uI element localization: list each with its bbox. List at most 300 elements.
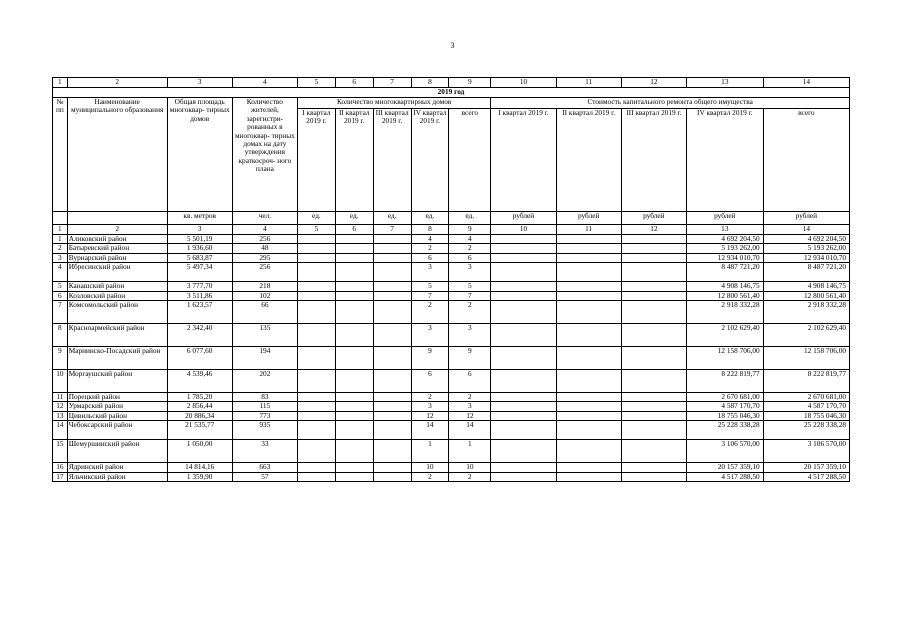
- cost-q4: 4 692 204,50: [686, 235, 763, 244]
- cost-q1: [491, 347, 556, 370]
- area-value: 1 050,00: [167, 440, 232, 463]
- table-row: [53, 370, 850, 393]
- cost-total: 12 158 706,00: [763, 347, 849, 370]
- unit-cell: [67, 212, 167, 225]
- houses-q1: [297, 282, 335, 291]
- area-value: 1 785,20: [167, 393, 232, 402]
- residents-value: 57: [232, 472, 297, 481]
- header-cost-q2: II квартал 2019 г.: [556, 109, 621, 212]
- houses-total: 12: [449, 411, 491, 420]
- table-row: [53, 472, 850, 481]
- units-row: [53, 212, 850, 225]
- column-number: 9: [449, 225, 491, 235]
- houses-q3: [373, 324, 411, 347]
- cost-q1: [491, 411, 556, 420]
- cost-q3: [621, 301, 686, 324]
- houses-q2: [335, 347, 373, 370]
- residents-value: 48: [232, 244, 297, 253]
- area-value: 3 511,86: [167, 291, 232, 300]
- cost-total: 12 934 010,70: [763, 253, 849, 262]
- header-name: Наименование муниципального образования: [67, 98, 167, 212]
- column-number: 5: [297, 78, 335, 88]
- cost-q3: [621, 393, 686, 402]
- column-number: 11: [556, 225, 621, 235]
- column-number: 5: [297, 225, 335, 235]
- houses-q1: [297, 301, 335, 324]
- cost-q4: 20 157 359,10: [686, 463, 763, 472]
- cost-q3: [621, 263, 686, 282]
- cost-q3: [621, 347, 686, 370]
- row-number: 12: [53, 402, 68, 411]
- houses-total: 3: [449, 324, 491, 347]
- table-row: [53, 440, 850, 463]
- table-row: [53, 463, 850, 472]
- cost-q1: [491, 291, 556, 300]
- cost-q4: 4 517 288,50: [686, 472, 763, 481]
- area-value: 1 936,60: [167, 244, 232, 253]
- houses-total: 9: [449, 347, 491, 370]
- cost-q4: 12 800 561,40: [686, 291, 763, 300]
- residents-value: 83: [232, 393, 297, 402]
- houses-q4: 2: [411, 472, 449, 481]
- area-value: 2 856,44: [167, 402, 232, 411]
- table-row: [53, 291, 850, 300]
- cost-q1: [491, 472, 556, 481]
- column-number-row: [53, 78, 850, 88]
- houses-q3: [373, 253, 411, 262]
- header-cost-q3: III квартал 2019 г.: [621, 109, 686, 212]
- cost-q2: [556, 411, 621, 420]
- cost-total: 4 908 146,75: [763, 282, 849, 291]
- header-houses-q4: IV квартал 2019 г.: [411, 109, 449, 212]
- cost-q4: 12 934 010,70: [686, 253, 763, 262]
- houses-q4: 5: [411, 282, 449, 291]
- column-number: 3: [167, 78, 232, 88]
- municipality-name: Цивильский район: [67, 411, 167, 420]
- table-row: [53, 411, 850, 420]
- cost-q1: [491, 301, 556, 324]
- houses-total: 2: [449, 301, 491, 324]
- municipality-name: Козловский район: [67, 291, 167, 300]
- column-number: 2: [67, 78, 167, 88]
- column-number: 6: [335, 225, 373, 235]
- cost-q1: [491, 263, 556, 282]
- cost-total: 8 487 721,20: [763, 263, 849, 282]
- column-number: 8: [411, 225, 449, 235]
- houses-q3: [373, 411, 411, 420]
- houses-total: 2: [449, 393, 491, 402]
- houses-q2: [335, 244, 373, 253]
- houses-q4: 12: [411, 411, 449, 420]
- cost-q3: [621, 402, 686, 411]
- houses-q1: [297, 402, 335, 411]
- unit-cell: чел.: [232, 212, 297, 225]
- header-cost-q1: I квартал 2019 г.: [491, 109, 556, 212]
- houses-total: 1: [449, 440, 491, 463]
- cost-q1: [491, 370, 556, 393]
- houses-total: 3: [449, 263, 491, 282]
- houses-q3: [373, 440, 411, 463]
- table-row: [53, 301, 850, 324]
- cost-q2: [556, 370, 621, 393]
- residents-value: 218: [232, 282, 297, 291]
- cost-total: 2 102 629,40: [763, 324, 849, 347]
- municipality-name: Аликовский район: [67, 235, 167, 244]
- houses-q4: 3: [411, 324, 449, 347]
- column-number: 7: [373, 78, 411, 88]
- row-number: 6: [53, 291, 68, 300]
- table-row: [53, 235, 850, 244]
- year-row: [53, 88, 850, 98]
- houses-q1: [297, 411, 335, 420]
- municipality-name: Ибресинский район: [67, 263, 167, 282]
- row-number: 10: [53, 370, 68, 393]
- area-value: 2 342,40: [167, 324, 232, 347]
- houses-q1: [297, 291, 335, 300]
- cost-q4: 5 193 262,00: [686, 244, 763, 253]
- unit-cell: рублей: [686, 212, 763, 225]
- unit-cell: рублей: [621, 212, 686, 225]
- row-number: 15: [53, 440, 68, 463]
- cost-q3: [621, 291, 686, 300]
- houses-q1: [297, 393, 335, 402]
- row-number: 11: [53, 393, 68, 402]
- page-number: 3: [450, 41, 455, 50]
- houses-q1: [297, 421, 335, 440]
- unit-cell: ед.: [373, 212, 411, 225]
- houses-q1: [297, 440, 335, 463]
- houses-q1: [297, 324, 335, 347]
- header-num: № пп: [53, 98, 68, 212]
- municipality-name: Яльчикский район: [67, 472, 167, 481]
- houses-total: 5: [449, 282, 491, 291]
- residents-value: 202: [232, 370, 297, 393]
- cost-q4: 2 670 681,00: [686, 393, 763, 402]
- cost-q2: [556, 235, 621, 244]
- table-row: [53, 421, 850, 440]
- municipality-name: Комсомольский район: [67, 301, 167, 324]
- cost-q4: 25 228 338,28: [686, 421, 763, 440]
- header-cost-group: Стоимость капитального ремонта общего имущества: [491, 98, 850, 109]
- houses-q2: [335, 324, 373, 347]
- houses-q3: [373, 301, 411, 324]
- column-number: 7: [373, 225, 411, 235]
- unit-cell: рублей: [556, 212, 621, 225]
- column-number: 14: [763, 78, 849, 88]
- unit-cell: ед.: [335, 212, 373, 225]
- unit-cell: рублей: [763, 212, 849, 225]
- cost-q2: [556, 440, 621, 463]
- cost-q1: [491, 440, 556, 463]
- column-number: 12: [621, 225, 686, 235]
- row-number: 4: [53, 263, 68, 282]
- residents-value: 256: [232, 263, 297, 282]
- residents-value: 935: [232, 421, 297, 440]
- houses-q4: 2: [411, 244, 449, 253]
- houses-q4: 9: [411, 347, 449, 370]
- houses-q2: [335, 253, 373, 262]
- cost-q1: [491, 244, 556, 253]
- unit-cell: ед.: [449, 212, 491, 225]
- area-value: 4 539,46: [167, 370, 232, 393]
- cost-total: 8 222 819,77: [763, 370, 849, 393]
- houses-q3: [373, 463, 411, 472]
- cost-q4: 4 908 146,75: [686, 282, 763, 291]
- houses-q3: [373, 370, 411, 393]
- capital-repair-table: [52, 77, 850, 482]
- houses-q1: [297, 253, 335, 262]
- row-number: 17: [53, 472, 68, 481]
- area-value: 6 077,60: [167, 347, 232, 370]
- unit-cell: рублей: [491, 212, 556, 225]
- houses-q2: [335, 282, 373, 291]
- municipality-name: Ядринский район: [67, 463, 167, 472]
- cost-total: 3 106 570,00: [763, 440, 849, 463]
- column-number: 2: [67, 225, 167, 235]
- houses-total: 2: [449, 472, 491, 481]
- houses-q2: [335, 440, 373, 463]
- houses-q1: [297, 263, 335, 282]
- cost-q3: [621, 463, 686, 472]
- column-number: 13: [686, 78, 763, 88]
- residents-value: 256: [232, 235, 297, 244]
- municipality-name: Порецкий район: [67, 393, 167, 402]
- cost-q2: [556, 402, 621, 411]
- cost-q2: [556, 282, 621, 291]
- cost-q2: [556, 347, 621, 370]
- houses-q2: [335, 301, 373, 324]
- houses-total: 6: [449, 253, 491, 262]
- municipality-name: Канашский район: [67, 282, 167, 291]
- municipality-name: Чебоксарский район: [67, 421, 167, 440]
- houses-q2: [335, 402, 373, 411]
- houses-q4: 3: [411, 402, 449, 411]
- cost-q2: [556, 291, 621, 300]
- table-row: [53, 263, 850, 282]
- area-value: 3 777,70: [167, 282, 232, 291]
- cost-q4: 18 755 046,30: [686, 411, 763, 420]
- row-number: 1: [53, 235, 68, 244]
- table-row: [53, 282, 850, 291]
- houses-q1: [297, 347, 335, 370]
- houses-q2: [335, 291, 373, 300]
- residents-value: 102: [232, 291, 297, 300]
- cost-total: 2 670 681,00: [763, 393, 849, 402]
- cost-q2: [556, 253, 621, 262]
- houses-q4: 4: [411, 235, 449, 244]
- header-residents: Количество жителей, зарегистри- рованных в многоквар- тирных домах на дату утверждения краткосроч- ного плана: [232, 98, 297, 212]
- column-number: 12: [621, 78, 686, 88]
- cost-q2: [556, 472, 621, 481]
- houses-q2: [335, 421, 373, 440]
- cost-total: 18 755 046,30: [763, 411, 849, 420]
- area-value: 1 623,57: [167, 301, 232, 324]
- column-number: 14: [763, 225, 849, 235]
- houses-q2: [335, 411, 373, 420]
- cost-q2: [556, 301, 621, 324]
- column-number-row-repeat: [53, 225, 850, 235]
- cost-q4: 8 222 819,77: [686, 370, 763, 393]
- houses-q1: [297, 244, 335, 253]
- cost-q3: [621, 282, 686, 291]
- cost-q2: [556, 324, 621, 347]
- column-number: 3: [167, 225, 232, 235]
- houses-q4: 2: [411, 301, 449, 324]
- cost-q3: [621, 324, 686, 347]
- houses-q2: [335, 370, 373, 393]
- cost-q1: [491, 324, 556, 347]
- cost-q1: [491, 402, 556, 411]
- houses-q2: [335, 472, 373, 481]
- column-number: 10: [491, 78, 556, 88]
- municipality-name: Шемуршинский район: [67, 440, 167, 463]
- houses-q3: [373, 235, 411, 244]
- column-number: 10: [491, 225, 556, 235]
- residents-value: 194: [232, 347, 297, 370]
- area-value: 20 886,34: [167, 411, 232, 420]
- cost-q1: [491, 463, 556, 472]
- municipality-name: Красноармейский район: [67, 324, 167, 347]
- column-number: 4: [232, 78, 297, 88]
- cost-q2: [556, 463, 621, 472]
- cost-total: 2 918 332,28: [763, 301, 849, 324]
- cost-q4: 2 102 629,40: [686, 324, 763, 347]
- houses-q4: 2: [411, 393, 449, 402]
- houses-total: 4: [449, 235, 491, 244]
- cost-q3: [621, 472, 686, 481]
- cost-q2: [556, 421, 621, 440]
- row-number: 16: [53, 463, 68, 472]
- row-number: 3: [53, 253, 68, 262]
- unit-cell: ед.: [297, 212, 335, 225]
- municipality-name: Батыревский район: [67, 244, 167, 253]
- area-value: 5 683,87: [167, 253, 232, 262]
- cost-q4: 3 106 570,00: [686, 440, 763, 463]
- header-houses-q2: II квартал 2019 г.: [335, 109, 373, 212]
- table-row: [53, 253, 850, 262]
- houses-q2: [335, 263, 373, 282]
- row-number: 5: [53, 282, 68, 291]
- houses-total: 2: [449, 244, 491, 253]
- area-value: 1 359,90: [167, 472, 232, 481]
- houses-q4: 1: [411, 440, 449, 463]
- column-number: 6: [335, 78, 373, 88]
- area-value: 5 501,19: [167, 235, 232, 244]
- municipality-name: Моргаушский район: [67, 370, 167, 393]
- column-number: 13: [686, 225, 763, 235]
- houses-q3: [373, 347, 411, 370]
- residents-value: 66: [232, 301, 297, 324]
- residents-value: 773: [232, 411, 297, 420]
- cost-q1: [491, 253, 556, 262]
- table-row: [53, 393, 850, 402]
- houses-q3: [373, 393, 411, 402]
- municipality-name: Мариинско-Посадский район: [67, 347, 167, 370]
- houses-q3: [373, 282, 411, 291]
- row-number: 9: [53, 347, 68, 370]
- houses-q3: [373, 402, 411, 411]
- unit-cell: [53, 212, 68, 225]
- row-number: 2: [53, 244, 68, 253]
- column-number: 9: [449, 78, 491, 88]
- houses-q4: 3: [411, 263, 449, 282]
- houses-q1: [297, 235, 335, 244]
- cost-q1: [491, 393, 556, 402]
- cost-q2: [556, 393, 621, 402]
- cost-q2: [556, 263, 621, 282]
- row-number: 13: [53, 411, 68, 420]
- row-number: 7: [53, 301, 68, 324]
- houses-q2: [335, 235, 373, 244]
- municipality-name: Урмарский район: [67, 402, 167, 411]
- cost-q3: [621, 370, 686, 393]
- year-label: 2019 год: [53, 88, 850, 98]
- area-value: 14 814,16: [167, 463, 232, 472]
- cost-q3: [621, 253, 686, 262]
- cost-q3: [621, 421, 686, 440]
- houses-q3: [373, 472, 411, 481]
- residents-value: 33: [232, 440, 297, 463]
- area-value: 5 497,34: [167, 263, 232, 282]
- houses-total: 10: [449, 463, 491, 472]
- header-cost-q4: IV квартал 2019 г.: [686, 109, 763, 212]
- houses-q4: 10: [411, 463, 449, 472]
- houses-q2: [335, 393, 373, 402]
- table-row: [53, 402, 850, 411]
- header-houses-q1: I квартал 2019 г.: [297, 109, 335, 212]
- column-number: 1: [53, 78, 68, 88]
- houses-q3: [373, 291, 411, 300]
- houses-q1: [297, 463, 335, 472]
- houses-q3: [373, 421, 411, 440]
- cost-total: 20 157 359,10: [763, 463, 849, 472]
- cost-q1: [491, 235, 556, 244]
- header-cost-total: всего: [763, 109, 849, 212]
- unit-cell: кв. метров: [167, 212, 232, 225]
- houses-q2: [335, 463, 373, 472]
- cost-q3: [621, 235, 686, 244]
- row-number: 8: [53, 324, 68, 347]
- cost-q3: [621, 244, 686, 253]
- cost-q4: 8 487 721,20: [686, 263, 763, 282]
- municipality-name: Вурнарский район: [67, 253, 167, 262]
- column-number: 11: [556, 78, 621, 88]
- cost-q1: [491, 282, 556, 291]
- houses-q4: 6: [411, 370, 449, 393]
- header-houses-q3: III квартал 2019 г.: [373, 109, 411, 212]
- residents-value: 295: [232, 253, 297, 262]
- cost-q4: 2 918 332,28: [686, 301, 763, 324]
- cost-total: 5 193 262,00: [763, 244, 849, 253]
- cost-total: 4 692 204,50: [763, 235, 849, 244]
- cost-total: 4 587 170,70: [763, 402, 849, 411]
- header-area: Общая площадь многоквар- тирных домов: [167, 98, 232, 212]
- cost-q3: [621, 411, 686, 420]
- houses-total: 3: [449, 402, 491, 411]
- cost-total: 4 517 288,50: [763, 472, 849, 481]
- table-row: [53, 324, 850, 347]
- houses-q1: [297, 370, 335, 393]
- houses-q4: 6: [411, 253, 449, 262]
- residents-value: 115: [232, 402, 297, 411]
- houses-total: 7: [449, 291, 491, 300]
- residents-value: 663: [232, 463, 297, 472]
- table-row: [53, 347, 850, 370]
- residents-value: 135: [232, 324, 297, 347]
- houses-q3: [373, 263, 411, 282]
- cost-q4: 12 158 706,00: [686, 347, 763, 370]
- cost-total: 12 800 561,40: [763, 291, 849, 300]
